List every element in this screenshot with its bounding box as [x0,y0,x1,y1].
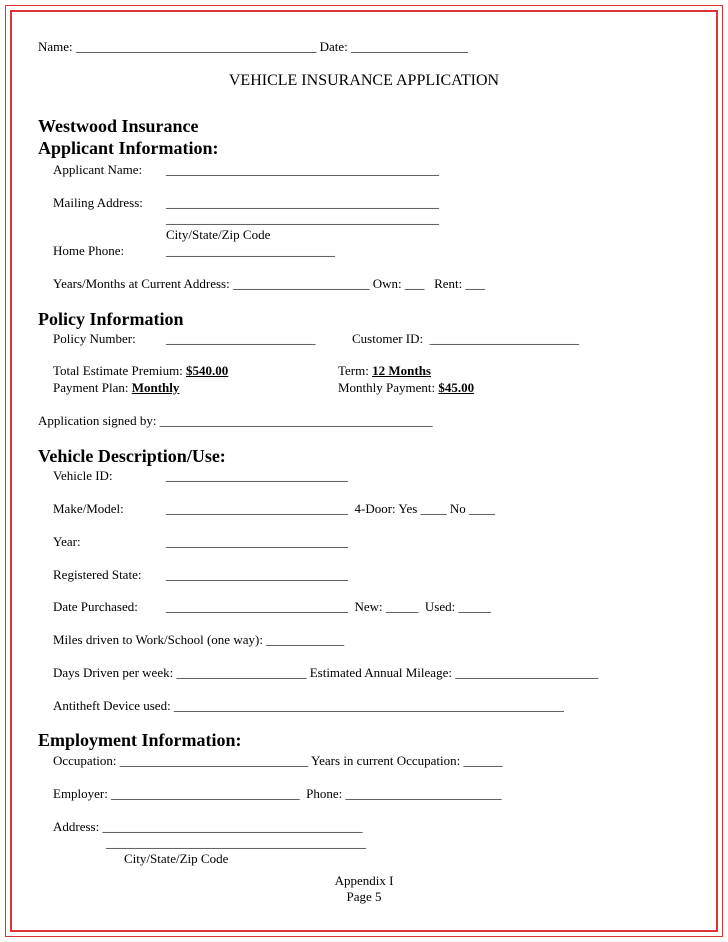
mailing-address-blank-1: __________________________________________ [166,195,439,210]
days-driven-line: Days Driven per week: ____________________ Estimated Annual Mileage: ______________________ [53,665,599,680]
mailing-address-label: Mailing Address: [53,195,143,210]
employment-address-blank-2: ________________________________________ [106,835,366,850]
years-at-address-line: Years/Months at Current Address: _____________________ Own: ___ Rent: ___ [53,276,486,291]
home-phone-label: Home Phone: [53,243,125,258]
term-value: 12 Months [372,363,431,378]
vehicle-heading: Vehicle Description/Use: [38,446,226,466]
payment-plan-label: Payment Plan: [53,380,132,395]
policy-number-blank: _______________________ [166,331,316,346]
occupation-line: Occupation: _____________________________ Years in current Occupation: ______ [53,753,503,768]
total-premium [53,363,228,378]
registered-state-label: Registered State: [53,567,142,582]
company-name: Westwood Insurance [38,116,199,136]
miles-driven-line: Miles driven to Work/School (one way): ____________ [53,632,345,647]
applicant-heading: Applicant Information: [38,138,219,158]
name-date-line: Name: _____________________________________ Date: __________________ [38,39,469,54]
employment-address-line: Address: ________________________________________ [53,819,363,834]
monthly-payment-value: $45.00 [438,380,475,395]
date-purchased-blank: ____________________________ New: _____ Used: _____ [166,599,491,614]
customer-id-line: Customer ID: _______________________ [352,331,580,346]
term-label: Term: [338,363,373,378]
vehicle-id-label: Vehicle ID: [53,468,113,483]
date-purchased-label: Date Purchased: [53,599,138,614]
employment-city-state-zip: City/State/Zip Code [124,851,229,866]
application-signed-line: Application signed by: __________________________________________ [38,413,433,428]
policy-heading: Policy Information [38,309,184,329]
year-blank: ____________________________ [166,534,348,549]
make-model-blank: ____________________________ 4-Door: Yes ____ No ____ [166,501,495,516]
registered-state-blank: ____________________________ [166,567,348,582]
vehicle-id-blank: ____________________________ [166,468,348,483]
monthly-payment-label: Monthly Payment: [338,380,439,395]
applicant-name-label: Applicant Name: [53,162,143,177]
mailing-address-blank-2: __________________________________________ [166,211,439,226]
employer-line: Employer: _____________________________ Phone: ________________________ [53,786,502,801]
monthly-payment [338,380,474,395]
antitheft-line: Antitheft Device used: ____________________________________________________________ [53,698,564,713]
total-premium-label: Total Estimate Premium: [53,363,187,378]
policy-number-label: Policy Number: [53,331,136,346]
appendix-label: Appendix I [334,873,394,888]
term [338,363,431,378]
payment-plan-value: Monthly [131,380,180,395]
applicant-name-blank: __________________________________________ [166,162,439,177]
page-number: Page 5 [346,889,382,904]
year-label: Year: [53,534,81,549]
city-state-zip-caption: City/State/Zip Code [166,227,271,242]
payment-plan [53,380,179,395]
page-title: VEHICLE INSURANCE APPLICATION [228,72,500,89]
home-phone-blank: __________________________ [166,243,335,258]
total-premium-value: $540.00 [186,363,229,378]
employment-heading: Employment Information: [38,730,242,750]
make-model-label: Make/Model: [53,501,124,516]
